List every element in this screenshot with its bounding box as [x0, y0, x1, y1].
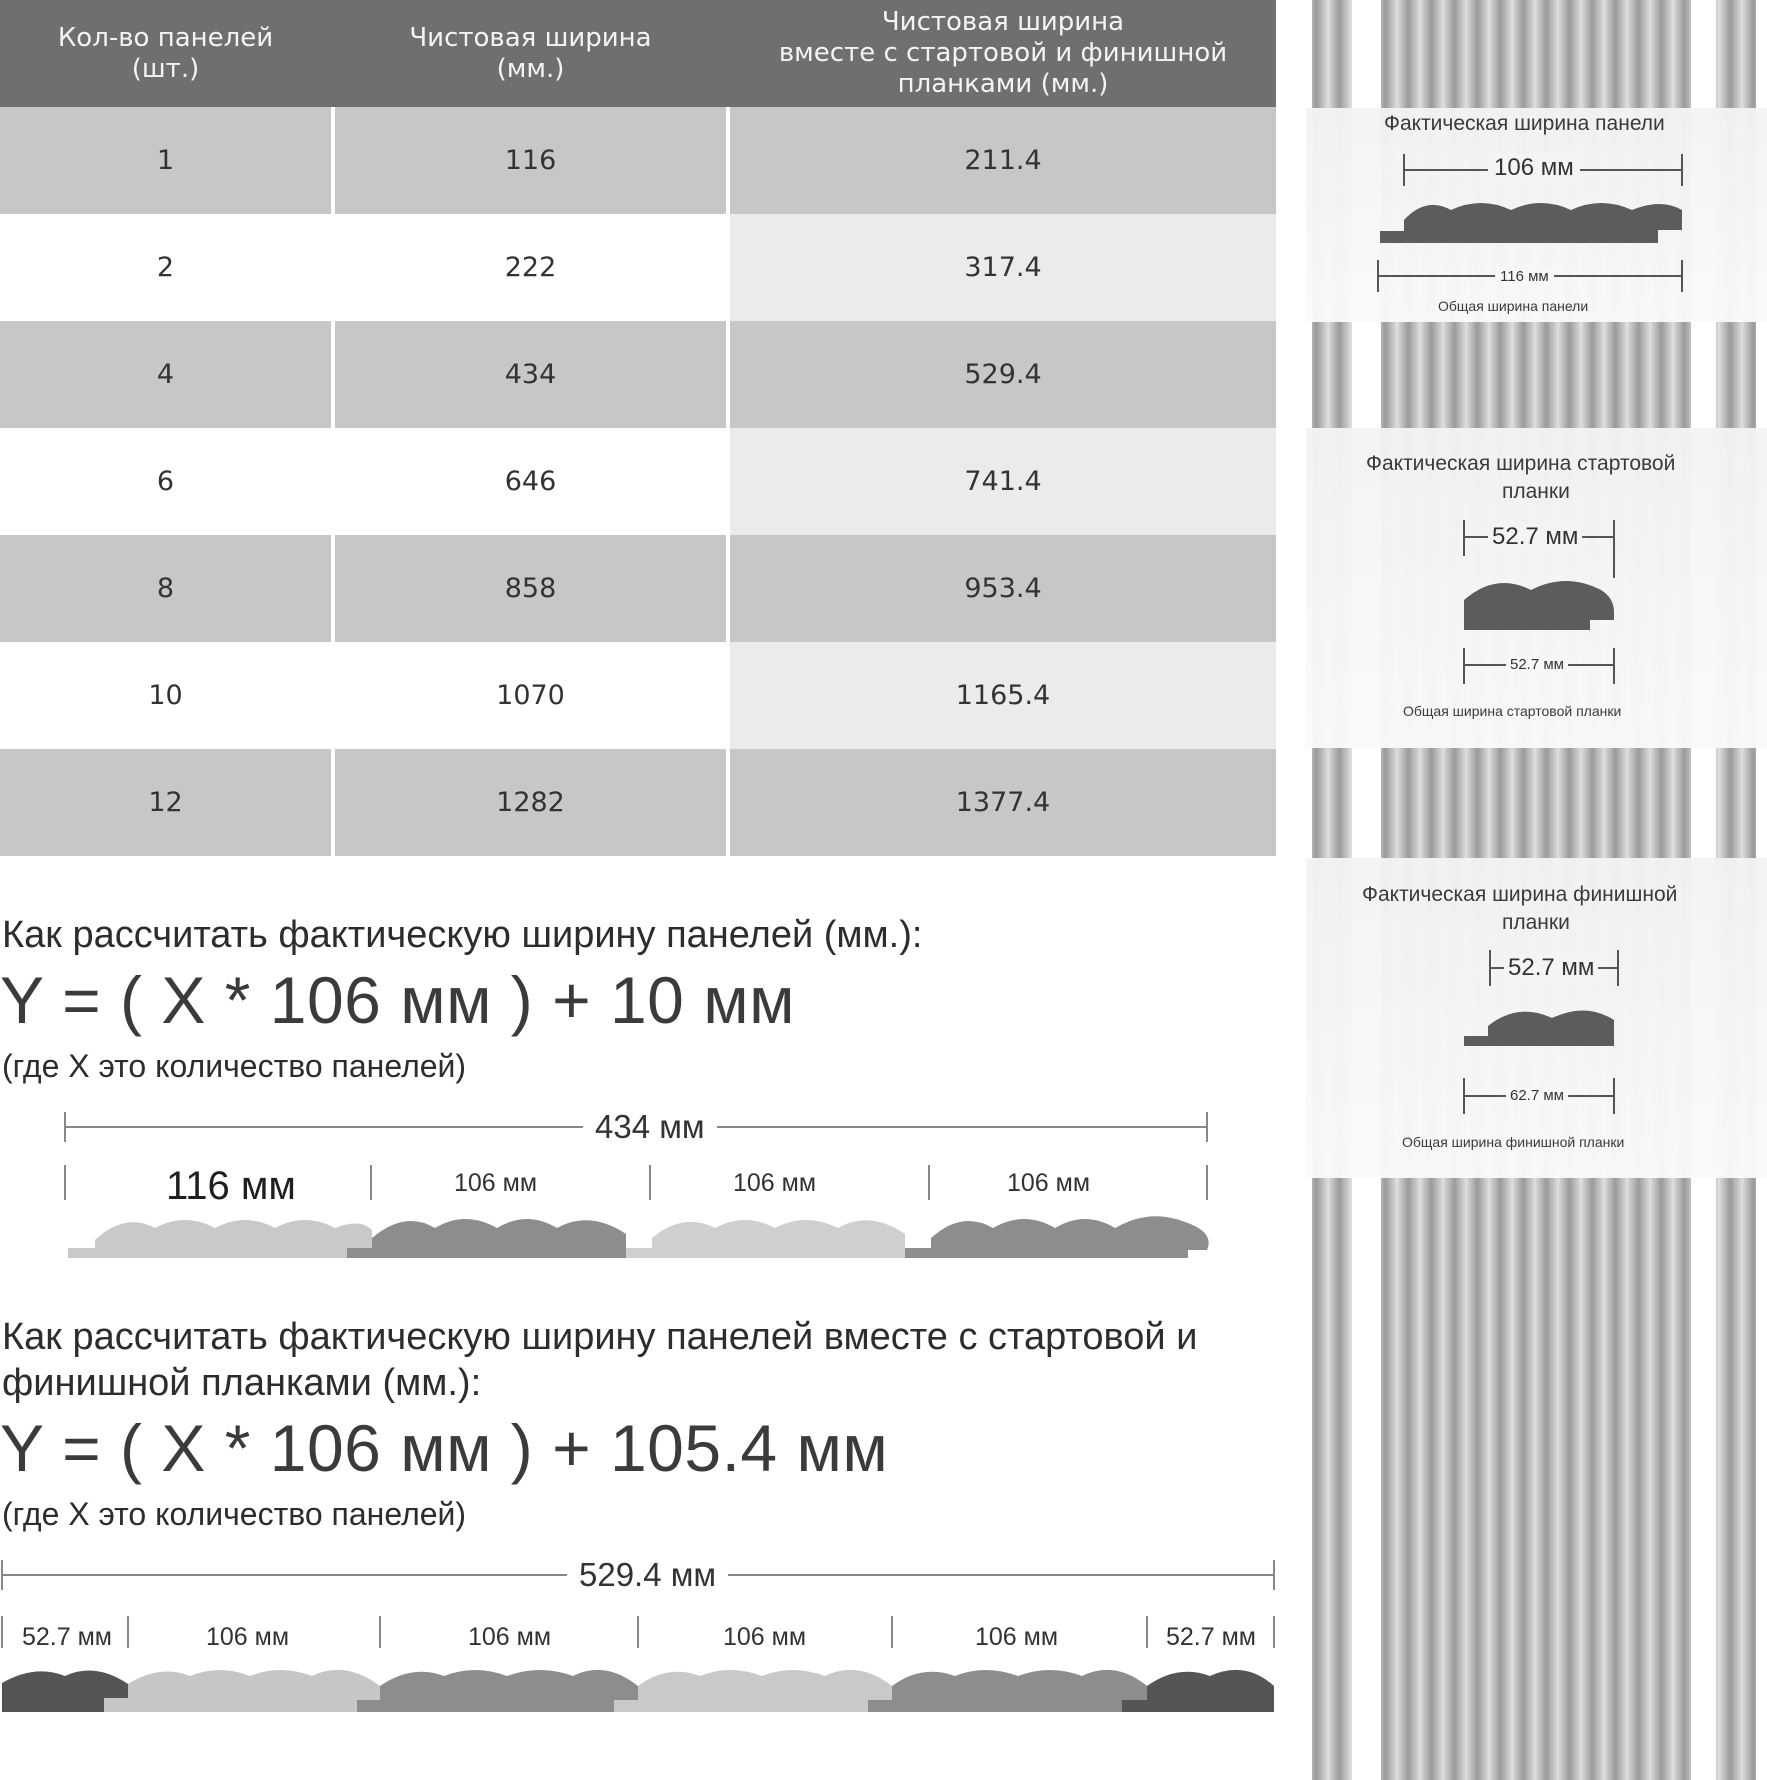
cell-width-total: 741.4	[730, 428, 1276, 535]
cell-width: 1070	[335, 642, 726, 749]
panel-profile	[68, 1216, 1209, 1258]
calc1-note: (где X это количество панелей)	[2, 1048, 467, 1084]
segment-ticks	[2, 1616, 1274, 1648]
calc1-heading: Как рассчитать фактическую ширину панелей (мм.):	[2, 914, 923, 956]
table-row	[0, 321, 1276, 428]
finish-total-width: 62.7 мм	[1506, 1087, 1568, 1104]
finish-actual-width: 52.7 мм	[1504, 954, 1598, 982]
cell-count: 8	[0, 535, 331, 642]
cell-count: 2	[0, 214, 331, 321]
cell-width-total: 953.4	[730, 535, 1276, 642]
cell-width: 1282	[335, 749, 726, 856]
panel-actual-title: Фактическая ширина панели	[1384, 112, 1665, 135]
start-total-width: 52.7 мм	[1506, 656, 1568, 673]
calc2-total-label: 529.4 мм	[567, 1556, 728, 1594]
calc1-formula: Y = ( X * 106 мм ) + 10 мм	[0, 963, 795, 1037]
cell-width-total: 1165.4	[730, 642, 1276, 749]
finish-title-line2: планки	[1502, 911, 1570, 934]
table-row	[0, 107, 1276, 214]
calc2-heading-line1: Как рассчитать фактическую ширину панелей вместе с стартовой и	[2, 1316, 1198, 1358]
finish-title-line1: Фактическая ширина финишной	[1362, 883, 1678, 906]
start-title-line1: Фактическая ширина стартовой	[1366, 452, 1676, 475]
calc2-seg-3: 106 мм	[468, 1623, 552, 1651]
calc2-formula: Y = ( X * 106 мм ) + 105.4 мм	[0, 1411, 889, 1485]
calc1-seg-2: 106 мм	[454, 1169, 538, 1197]
cell-width-total: 1377.4	[730, 749, 1276, 856]
table-row	[0, 749, 1276, 856]
calc2-note: (где X это количество панелей)	[2, 1496, 467, 1532]
table-row	[0, 535, 1276, 642]
cell-count: 10	[0, 642, 331, 749]
calc1-total-label: 434 мм	[583, 1108, 717, 1146]
cell-count: 6	[0, 428, 331, 535]
panel-profile	[2, 1670, 1274, 1712]
cell-width: 222	[335, 214, 726, 321]
header-finish-width: Чистовая ширина (мм.)	[409, 22, 652, 84]
table-row	[0, 214, 1276, 321]
panel-total-width: 116 мм	[1495, 268, 1554, 285]
calc1-seg-3: 106 мм	[733, 1169, 817, 1197]
cell-width-total: 529.4	[730, 321, 1276, 428]
cell-width: 116	[335, 107, 726, 214]
cell-count: 4	[0, 321, 331, 428]
cell-count: 1	[0, 107, 331, 214]
start-title-line2: планки	[1502, 480, 1570, 503]
calc2-seg-6: 52.7 мм	[1166, 1623, 1256, 1651]
header-width-with-strips: Чистовая ширина вместе с стартовой и финишной планками (мм.)	[778, 7, 1228, 99]
start-total-label: Общая ширина стартовой планки	[1403, 703, 1622, 719]
panel-width-table	[0, 0, 1276, 856]
finish-total-label: Общая ширина финишной планки	[1402, 1134, 1625, 1150]
panel-total-label: Общая ширина панели	[1438, 298, 1589, 314]
cell-width-total: 317.4	[730, 214, 1276, 321]
table-header	[0, 0, 1276, 107]
cell-width: 858	[335, 535, 726, 642]
cell-width-total: 211.4	[730, 107, 1276, 214]
start-actual-width: 52.7 мм	[1488, 523, 1582, 551]
calc2-seg-2: 106 мм	[206, 1623, 290, 1651]
calc2-seg-4: 106 мм	[723, 1623, 807, 1651]
cell-count: 12	[0, 749, 331, 856]
cell-width: 434	[335, 321, 726, 428]
panel-actual-width: 106 мм	[1488, 154, 1580, 182]
table-row	[0, 428, 1276, 535]
calc2-seg-5: 106 мм	[975, 1623, 1059, 1651]
table-row	[0, 642, 1276, 749]
calc2-seg-1: 52.7 мм	[22, 1623, 112, 1651]
calc2-heading-line2: финишной планками (мм.):	[2, 1362, 482, 1404]
calc1-seg-1: 116 мм	[166, 1164, 296, 1208]
header-panel-count: Кол-во панелей (шт.)	[57, 22, 274, 84]
calc1-seg-4: 106 мм	[1007, 1169, 1091, 1197]
cell-width: 646	[335, 428, 726, 535]
